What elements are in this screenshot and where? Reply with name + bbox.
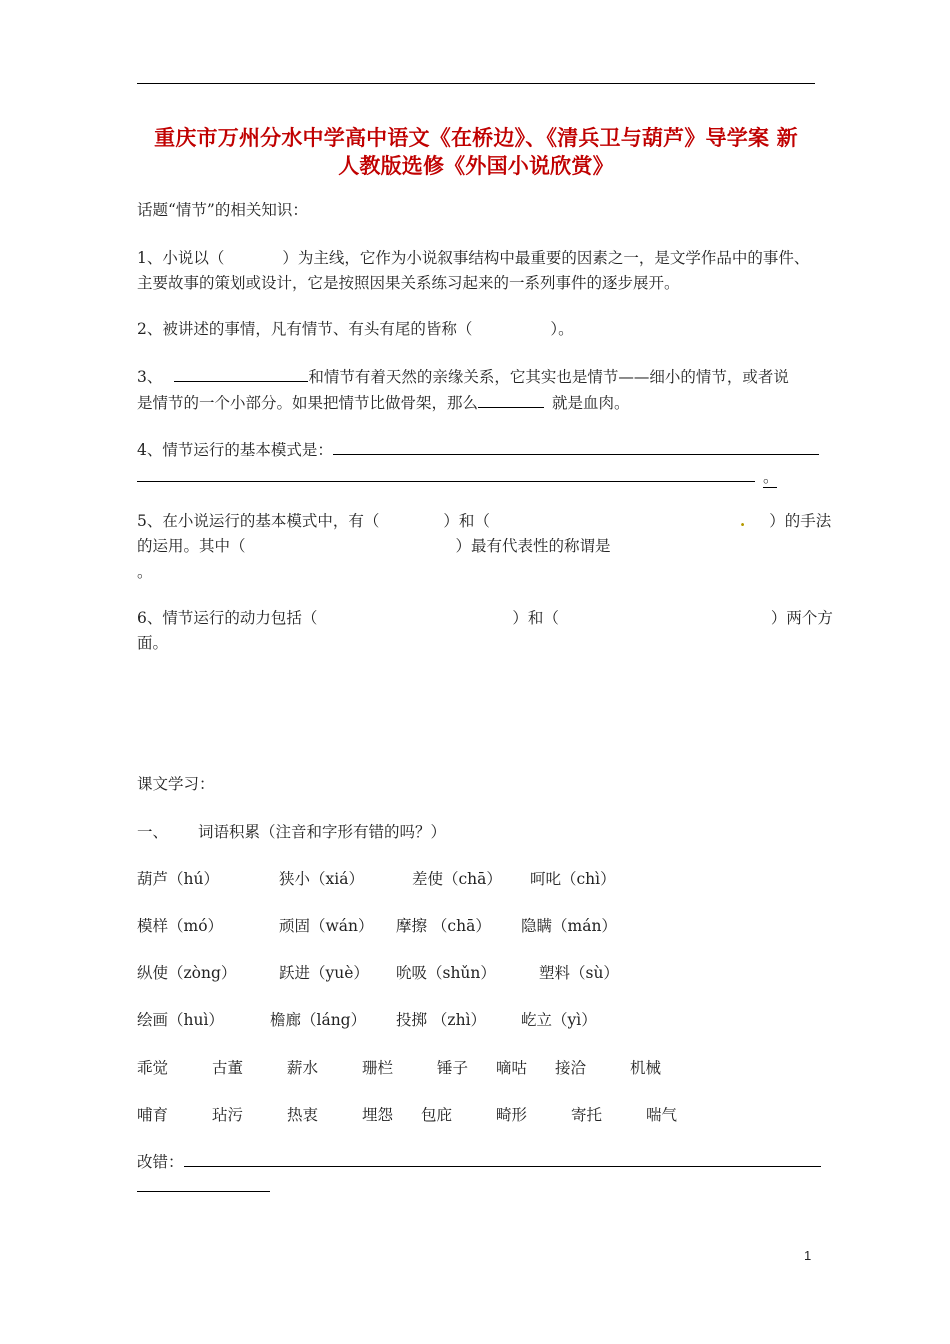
vocab-word: 埋怨 bbox=[362, 1106, 394, 1124]
q5-text-c: ）的手法 bbox=[769, 512, 832, 530]
section2-heading: 课文学习： bbox=[137, 775, 215, 793]
q3-text-c: 是情节的一个小部分。如果把情节比做骨架，那么 bbox=[137, 394, 479, 412]
vocab-word: 纵使（zòng） bbox=[137, 964, 237, 982]
vocab-word: 嘀咕 bbox=[496, 1059, 528, 1077]
vocab-word: 摩擦 （chā） bbox=[396, 917, 491, 935]
vocab-word: 隐瞒（mán） bbox=[521, 917, 617, 935]
question-5-line-2 bbox=[137, 536, 611, 556]
vocab-word: 哺育 bbox=[137, 1106, 169, 1124]
title-line-1: 重庆市万州分水中学高中语文《在桥边》、《清兵卫与葫芦》导学案 新 bbox=[154, 125, 798, 150]
vocab-word: 跃进（yuè） bbox=[279, 964, 369, 982]
title-line-2: 人教版选修《外国小说欣赏》 bbox=[338, 153, 614, 178]
question-3-line-1 bbox=[137, 367, 789, 387]
q5-text-b: ）和（ bbox=[443, 512, 490, 530]
vocab-word: 热衷 bbox=[287, 1106, 319, 1124]
q3-text-d: 就是血肉。 bbox=[552, 394, 630, 412]
question-3-line-2 bbox=[137, 393, 630, 413]
q3-blank-2[interactable] bbox=[478, 393, 544, 408]
vocab-word: 投掷 （zhì） bbox=[396, 1011, 487, 1029]
vocab-word: 檐廊（láng） bbox=[270, 1011, 367, 1029]
q4-blank-1[interactable] bbox=[333, 440, 819, 455]
vocab-heading-number: 一、 bbox=[137, 823, 169, 841]
vocab-word: 珊栏 bbox=[362, 1059, 394, 1077]
vocab-word: 机械 bbox=[630, 1059, 662, 1077]
question-1-line-2: 主要故事的策划或设计，它是按照因果关系练习起来的一系列事件的逐步展开。 bbox=[137, 274, 680, 292]
question-5-line-3: 。 bbox=[137, 563, 153, 581]
question-6-line-2: 面。 bbox=[137, 634, 169, 652]
q1-text-a: 1、小说以（ bbox=[137, 249, 225, 267]
question-4-line-1 bbox=[137, 440, 819, 460]
q3-blank-1[interactable] bbox=[174, 367, 308, 382]
vocab-word: 顽固（wán） bbox=[279, 917, 374, 935]
question-1-line-1 bbox=[137, 248, 809, 268]
vocab-heading-text: 词语积累（注音和字形有错的吗？） bbox=[198, 823, 447, 841]
vocab-word: 差使（chā） bbox=[412, 870, 502, 888]
q4-text-a: 4、情节运行的基本模式是： bbox=[137, 441, 333, 459]
page-title bbox=[137, 124, 815, 180]
correction-line bbox=[137, 1152, 821, 1172]
vocab-word: 模样（mó） bbox=[137, 917, 224, 935]
vocab-word: 塑料（sù） bbox=[539, 964, 619, 982]
vocab-word: 锤子 bbox=[437, 1059, 469, 1077]
q2-text-b: ）。 bbox=[550, 320, 574, 338]
vocab-word: 薪水 bbox=[287, 1059, 319, 1077]
vocab-word: 葫芦（hú） bbox=[137, 870, 219, 888]
vocab-word: 寄托 bbox=[571, 1106, 603, 1124]
q5-text-e: ）最有代表性的称谓是 bbox=[455, 537, 611, 555]
vocab-word: 古董 bbox=[212, 1059, 244, 1077]
vocab-word: 吮吸（shǔn） bbox=[396, 964, 496, 982]
question-5-line-1 bbox=[137, 511, 831, 531]
vocab-word: 呵叱（chì） bbox=[530, 870, 616, 888]
q6-text-a: 6、情节运行的动力包括（ bbox=[137, 609, 318, 627]
vocab-word: 畸形 bbox=[496, 1106, 528, 1124]
section1-heading: 话题“情节”的相关知识： bbox=[137, 201, 308, 219]
question-6-line-1 bbox=[137, 608, 833, 628]
vocab-word: 狭小（xiá） bbox=[279, 870, 364, 888]
vocab-word: 包庇 bbox=[421, 1106, 453, 1124]
vocab-word: 接洽 bbox=[555, 1059, 587, 1077]
question-2 bbox=[137, 319, 574, 339]
vocab-word: 喘气 bbox=[646, 1106, 678, 1124]
vocab-word: 屹立（yì） bbox=[521, 1011, 597, 1029]
header-rule bbox=[137, 83, 815, 84]
q6-text-b: ）和（ bbox=[512, 609, 559, 627]
vocab-heading bbox=[137, 822, 446, 842]
q6-text-c: ）两个方 bbox=[770, 609, 833, 627]
q1-text-b: ）为主线，它作为小说叙事结构中最重要的因素之一，是文学作品中的事件、 bbox=[282, 249, 810, 267]
q2-text-a: 2、被讲述的事情，凡有情节、有头有尾的皆称（ bbox=[137, 320, 473, 338]
vocab-word: 玷污 bbox=[212, 1106, 244, 1124]
correction-blank[interactable] bbox=[184, 1152, 821, 1167]
q5-text-a: 5、在小说运行的基本模式中，有（ bbox=[137, 512, 380, 530]
q3-text-a: 3、 bbox=[137, 368, 163, 386]
q4-blank-2[interactable] bbox=[137, 467, 755, 482]
correction-label: 改错： bbox=[137, 1153, 184, 1171]
vocab-word: 绘画（huì） bbox=[137, 1011, 224, 1029]
question-4-line-2 bbox=[137, 467, 777, 488]
page-number: 1 bbox=[804, 1248, 812, 1263]
vocab-word: 乖觉 bbox=[137, 1059, 169, 1077]
q5-text-d: 的运用。其中（ bbox=[137, 537, 246, 555]
correction-blank-continued[interactable] bbox=[137, 1191, 270, 1192]
q4-period: 。 bbox=[763, 468, 779, 486]
q3-text-b: 和情节有着天然的亲缘关系，它其实也是情节——细小的情节，或者说 bbox=[308, 368, 789, 386]
q5-mark: . bbox=[739, 511, 746, 530]
